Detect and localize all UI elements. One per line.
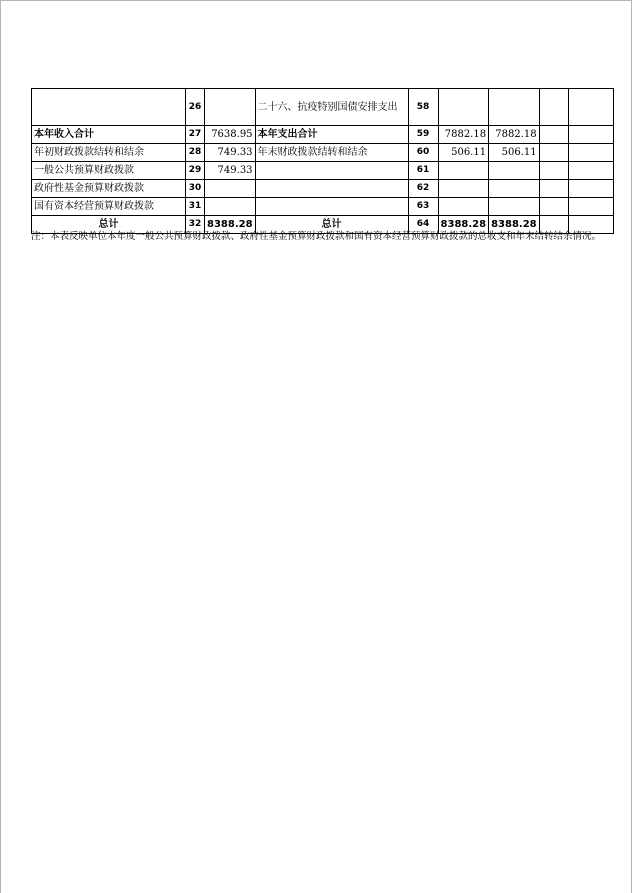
- table-row-31: [32, 198, 614, 216]
- expense-fund-cell: [539, 198, 568, 216]
- income-amount-cell: 7638.95: [205, 126, 256, 144]
- expense-item-cell: 二十六、抗疫特别国债安排支出: [255, 89, 408, 126]
- income-item-cell: 一般公共预算财政拨款: [32, 162, 186, 180]
- table-row-28: [32, 144, 614, 162]
- line-number-cell: 28: [186, 144, 205, 162]
- expense-general-cell: [489, 198, 540, 216]
- income-item-cell: 政府性基金预算财政拨款: [32, 180, 186, 198]
- line-number-cell: 32: [186, 216, 205, 234]
- expense-item-cell: 年末财政拨款结转和结余: [255, 144, 408, 162]
- income-item-cell: 国有资本经营预算财政拨款: [32, 198, 186, 216]
- expense-total-cell: [438, 180, 489, 198]
- expense-grand-total: 8388.28: [438, 216, 489, 234]
- line-number-cell: 29: [186, 162, 205, 180]
- line-number-cell: 26: [186, 89, 205, 126]
- expense-capital-cell: [568, 180, 613, 198]
- line-number-cell: 61: [408, 162, 438, 180]
- income-grand-total: 8388.28: [205, 216, 256, 234]
- line-number-cell: 30: [186, 180, 205, 198]
- expense-general-cell: [489, 89, 540, 126]
- income-amount-cell: 749.33: [205, 144, 256, 162]
- expense-fund-cell: [539, 180, 568, 198]
- expense-item-cell: [255, 162, 408, 180]
- expense-fund-cell: [539, 89, 568, 126]
- income-total-label: 总计: [32, 216, 186, 234]
- line-number-cell: 64: [408, 216, 438, 234]
- expense-fund-cell: [539, 144, 568, 162]
- expense-general-cell: [489, 180, 540, 198]
- expense-item-cell: 本年支出合计: [255, 126, 408, 144]
- line-number-cell: 62: [408, 180, 438, 198]
- table-row-30: [32, 180, 614, 198]
- expense-total-cell: [438, 198, 489, 216]
- expense-general-grand-total: 8388.28: [489, 216, 540, 234]
- income-amount-cell: 749.33: [205, 162, 256, 180]
- line-number-cell: 59: [408, 126, 438, 144]
- income-amount-cell: [205, 180, 256, 198]
- expense-general-cell: 506.11: [489, 144, 540, 162]
- line-number-cell: 27: [186, 126, 205, 144]
- expense-total-cell: [438, 162, 489, 180]
- table-row-29: [32, 162, 614, 180]
- expense-fund-cell: [539, 162, 568, 180]
- table-row-27: [32, 126, 614, 144]
- income-amount-cell: [205, 89, 256, 126]
- expense-capital-cell: [568, 126, 613, 144]
- expense-total-cell: 506.11: [438, 144, 489, 162]
- line-number-cell: 31: [186, 198, 205, 216]
- expense-item-cell: [255, 198, 408, 216]
- income-item-cell: 本年收入合计: [32, 126, 186, 144]
- expense-total-cell: 7882.18: [438, 126, 489, 144]
- expense-capital-cell: [568, 162, 613, 180]
- income-item-cell: 年初财政拨款结转和结余: [32, 144, 186, 162]
- table-row-26: [32, 89, 614, 126]
- expense-total-label: 总计: [255, 216, 408, 234]
- income-amount-cell: [205, 198, 256, 216]
- expense-capital-cell: [568, 198, 613, 216]
- line-number-cell: 58: [408, 89, 438, 126]
- expense-general-cell: [489, 162, 540, 180]
- financial-appropriation-table: [31, 88, 614, 234]
- expense-capital-cell: [568, 89, 613, 126]
- expense-total-cell: [438, 89, 489, 126]
- expense-item-cell: [255, 180, 408, 198]
- expense-general-cell: 7882.18: [489, 126, 540, 144]
- expense-capital-cell: [568, 144, 613, 162]
- line-number-cell: 60: [408, 144, 438, 162]
- table-footnote: 注：本表反映单位本年度一般公共预算财政拨款、政府性基金预算财政拨款和国有资本经营预算财政拨款的总收支和年末结转结余情况。: [31, 231, 602, 242]
- expense-fund-cell: [539, 126, 568, 144]
- income-item-cell: [32, 89, 186, 126]
- line-number-cell: 63: [408, 198, 438, 216]
